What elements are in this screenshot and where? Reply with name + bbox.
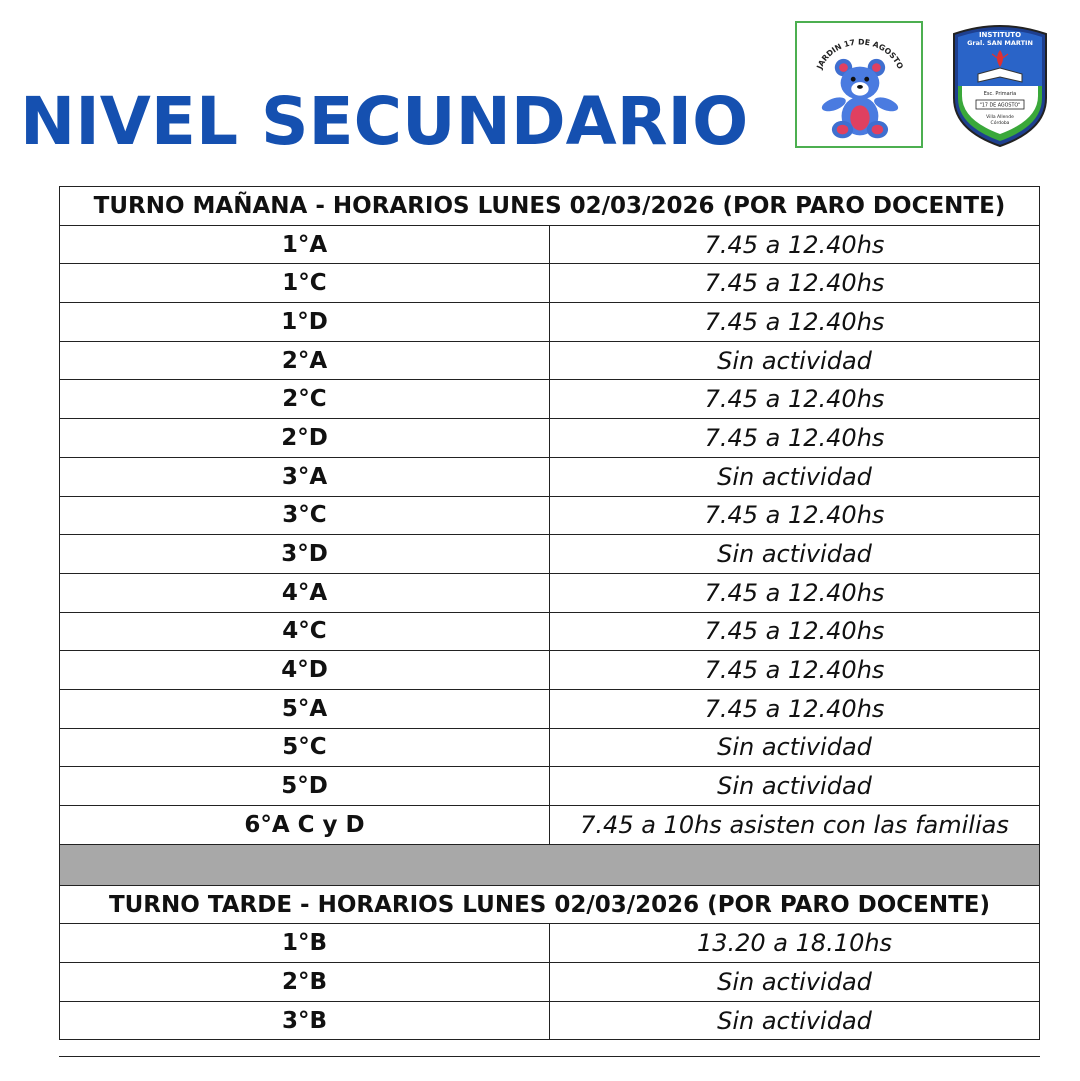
course-cell: 3°D <box>60 535 550 574</box>
course-cell: 4°C <box>60 612 550 651</box>
table-row <box>60 963 1040 1002</box>
svg-text:Gral. SAN MARTIN: Gral. SAN MARTIN <box>967 39 1033 47</box>
table-row <box>60 457 1040 496</box>
svg-text:Córdoba: Córdoba <box>990 121 1010 126</box>
hours-cell: Sin actividad <box>550 457 1040 496</box>
course-cell: 3°C <box>60 496 550 535</box>
course-cell: 1°A <box>60 225 550 264</box>
hours-cell: Sin actividad <box>550 1001 1040 1040</box>
page-title: NIVEL SECUNDARIO <box>20 83 749 160</box>
table-row <box>60 689 1040 728</box>
hours-cell: 7.45 a 10hs asisten con las familias <box>550 806 1040 845</box>
hours-cell: 7.45 a 12.40hs <box>550 612 1040 651</box>
table-row <box>60 767 1040 806</box>
table-row <box>60 612 1040 651</box>
hours-cell: 7.45 a 12.40hs <box>550 264 1040 303</box>
course-cell: 5°A <box>60 689 550 728</box>
hours-cell: 7.45 a 12.40hs <box>550 303 1040 342</box>
hours-cell: Sin actividad <box>550 341 1040 380</box>
course-cell: 1°C <box>60 264 550 303</box>
table-row <box>60 535 1040 574</box>
instituto-shield-logo <box>948 20 1052 148</box>
course-cell: 5°C <box>60 728 550 767</box>
table-row <box>60 573 1040 612</box>
table-row <box>60 264 1040 303</box>
hours-cell: Sin actividad <box>550 963 1040 1002</box>
course-cell: 4°A <box>60 573 550 612</box>
svg-text:INSTITUTO: INSTITUTO <box>978 31 1022 39</box>
course-cell: 2°B <box>60 963 550 1002</box>
teddy-bear-icon <box>797 23 921 146</box>
svg-text:"17 DE AGOSTO": "17 DE AGOSTO" <box>979 103 1021 109</box>
course-cell: 3°A <box>60 457 550 496</box>
svg-text:JARDIN 17 DE AGOSTO: JARDIN 17 DE AGOSTO <box>814 37 905 71</box>
table-bottom-edge <box>59 1056 1040 1081</box>
svg-text:Villa Allende: Villa Allende <box>986 115 1014 120</box>
hours-cell: 7.45 a 12.40hs <box>550 573 1040 612</box>
hours-cell: 7.45 a 12.40hs <box>550 419 1040 458</box>
jardin-logo <box>795 21 923 148</box>
morning-header-row <box>60 187 1040 226</box>
table-row <box>60 806 1040 845</box>
hours-cell: Sin actividad <box>550 728 1040 767</box>
table-row <box>60 496 1040 535</box>
course-cell: 1°B <box>60 924 550 963</box>
afternoon-header: TURNO TARDE - HORARIOS LUNES 02/03/2026 (POR PARO DOCENTE) <box>60 885 1040 924</box>
hours-cell: 7.45 a 12.40hs <box>550 496 1040 535</box>
course-cell: 2°C <box>60 380 550 419</box>
table-row <box>60 225 1040 264</box>
hours-cell: 7.45 a 12.40hs <box>550 380 1040 419</box>
course-cell: 2°D <box>60 419 550 458</box>
schedule-table <box>59 186 1040 1040</box>
table-row <box>60 924 1040 963</box>
hours-cell: 13.20 a 18.10hs <box>550 924 1040 963</box>
course-cell: 1°D <box>60 303 550 342</box>
table-row <box>60 651 1040 690</box>
course-cell: 4°D <box>60 651 550 690</box>
hours-cell: Sin actividad <box>550 767 1040 806</box>
hours-cell: 7.45 a 12.40hs <box>550 651 1040 690</box>
separator-row <box>60 844 1040 885</box>
table-row <box>60 419 1040 458</box>
course-cell: 3°B <box>60 1001 550 1040</box>
afternoon-header-row <box>60 885 1040 924</box>
table-row <box>60 380 1040 419</box>
table-row <box>60 728 1040 767</box>
table-row <box>60 341 1040 380</box>
table-row <box>60 303 1040 342</box>
shield-icon <box>948 20 1052 148</box>
course-cell: 2°A <box>60 341 550 380</box>
hours-cell: 7.45 a 12.40hs <box>550 689 1040 728</box>
table-row <box>60 1001 1040 1040</box>
hours-cell: 7.45 a 12.40hs <box>550 225 1040 264</box>
course-cell: 6°A C y D <box>60 806 550 845</box>
morning-header: TURNO MAÑANA - HORARIOS LUNES 02/03/2026 (POR PARO DOCENTE) <box>60 187 1040 226</box>
hours-cell: Sin actividad <box>550 535 1040 574</box>
separator-cell <box>60 844 1040 885</box>
course-cell: 5°D <box>60 767 550 806</box>
svg-text:Esc. Primaria: Esc. Primaria <box>983 91 1017 97</box>
